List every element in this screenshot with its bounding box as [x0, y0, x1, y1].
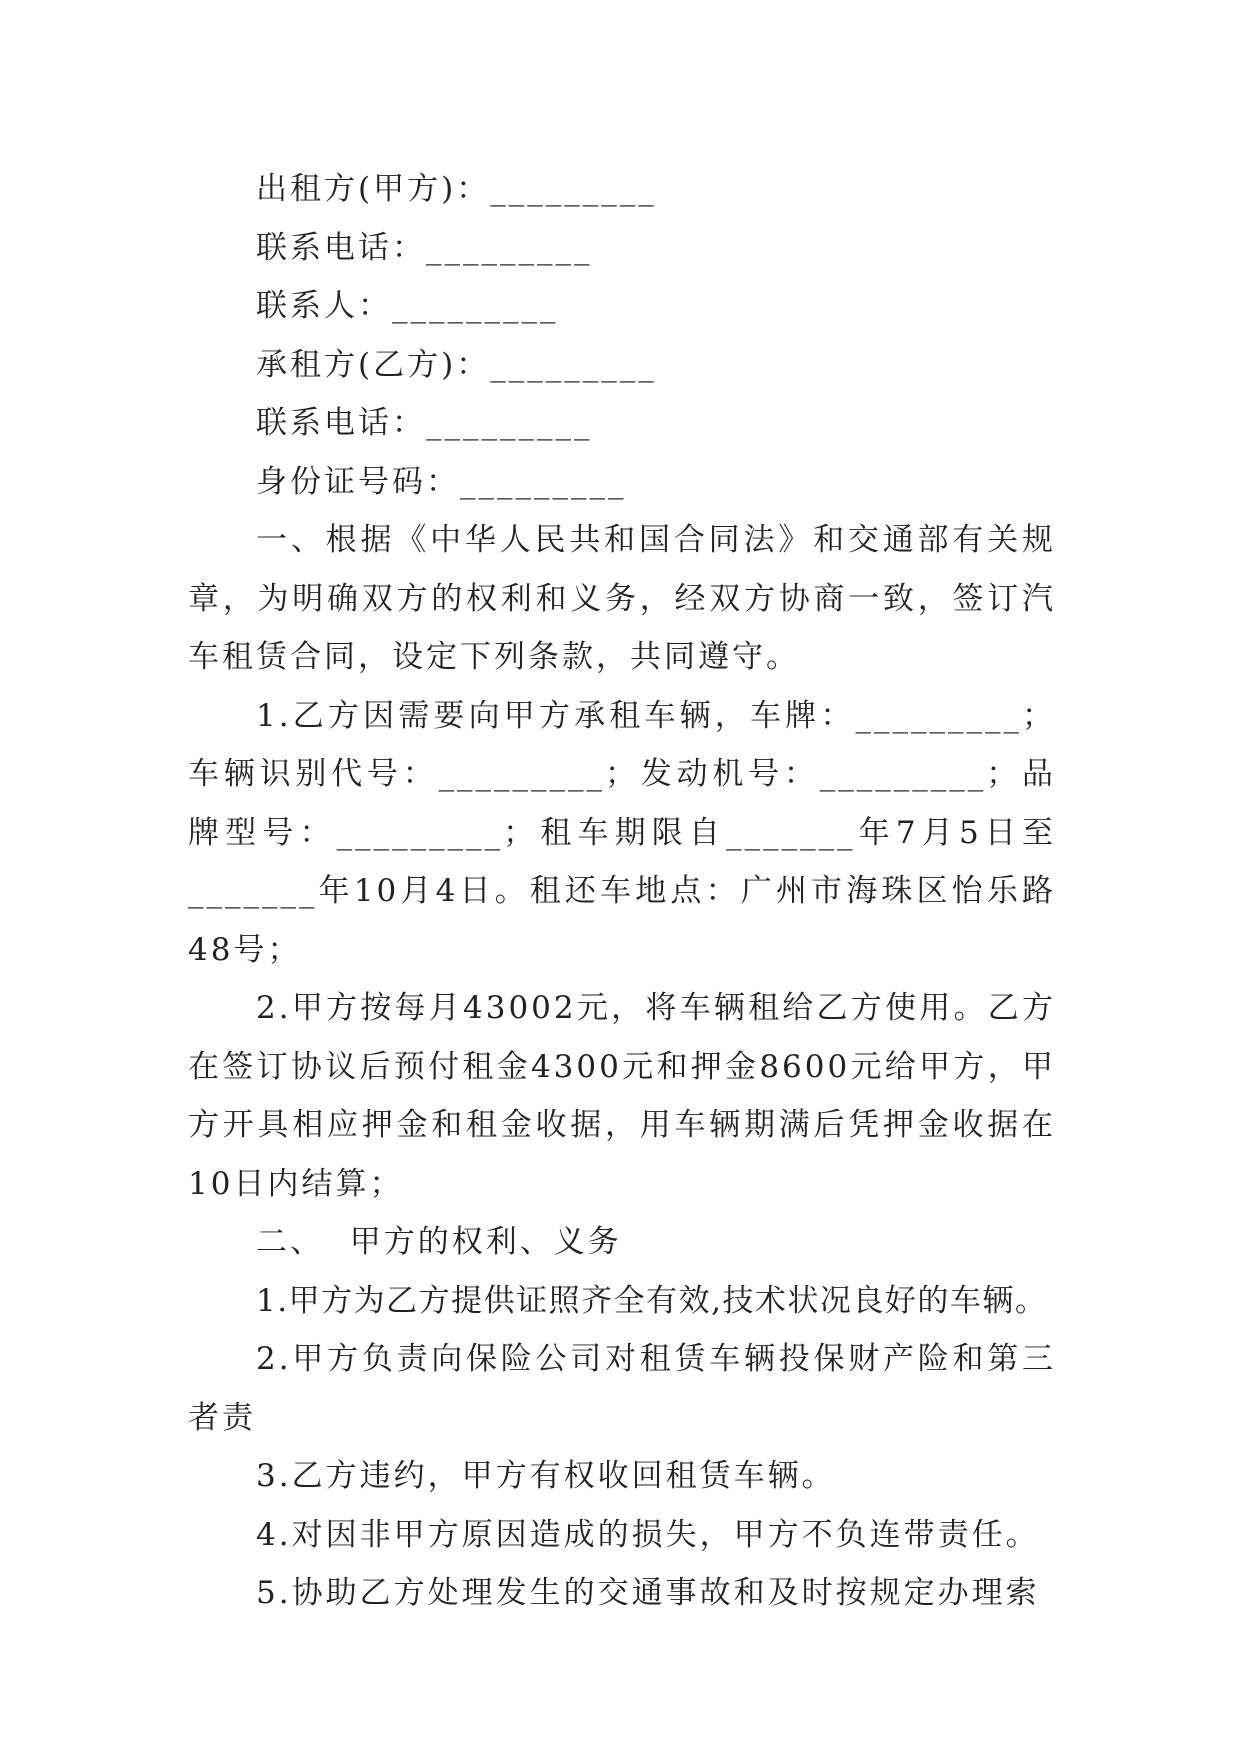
lessee-field: 承租方(乙方)：_________	[256, 346, 657, 383]
section2-item-5: 5.协助乙方处理发生的交通事故和及时按规定办理索	[256, 1575, 1040, 1611]
section2-item-2: 2.甲方负责向保险公司对租赁车辆投保财产险和第三者责	[188, 1341, 1056, 1436]
lessee-id-field: 身份证号码：_________	[256, 463, 627, 500]
section2-heading: 二、 甲方的权利、义务	[256, 1224, 622, 1260]
section1-item-1: 1.乙方因需要向甲方承租车辆，车牌：_________；车辆识别代号：_________；发动机号：_________；品牌型号：_________；租车期限自_______年7月5日至_______年10月4日。租还车地点：广州市海珠区怡乐路48号；	[188, 697, 1056, 968]
section1-intro: 一、根据《中华人民共和国合同法》和交通部有关规章，为明确双方的权利和义务，经双方协商一致，签订汽车租赁合同，设定下列条款，共同遵守。	[188, 522, 1056, 675]
lessor-contact-field: 联系人：_________	[256, 288, 559, 324]
section2-item-3: 3.乙方违约，甲方有权收回租赁车辆。	[256, 1458, 836, 1494]
contract-page	[188, 160, 1056, 1623]
section1-item-2: 2.甲方按每月43002元，将车辆租给乙方使用。乙方在签订协议后预付租金4300元和押金8600元给甲方，甲方开具相应押金和租金收据，用车辆期满后凭押金收据在10日内结算；	[188, 990, 1056, 1202]
lessee-phone-field: 联系电话：_________	[256, 405, 593, 441]
lessor-phone-field: 联系电话：_________	[256, 229, 593, 266]
section2-item-4: 4.对因非甲方原因造成的损失，甲方不负连带责任。	[256, 1516, 1040, 1553]
lessor-field: 出租方(甲方)：_________	[256, 171, 657, 207]
section2-item-1: 1.甲方为乙方提供证照齐全有效,技术状况良好的车辆。	[256, 1282, 1048, 1319]
